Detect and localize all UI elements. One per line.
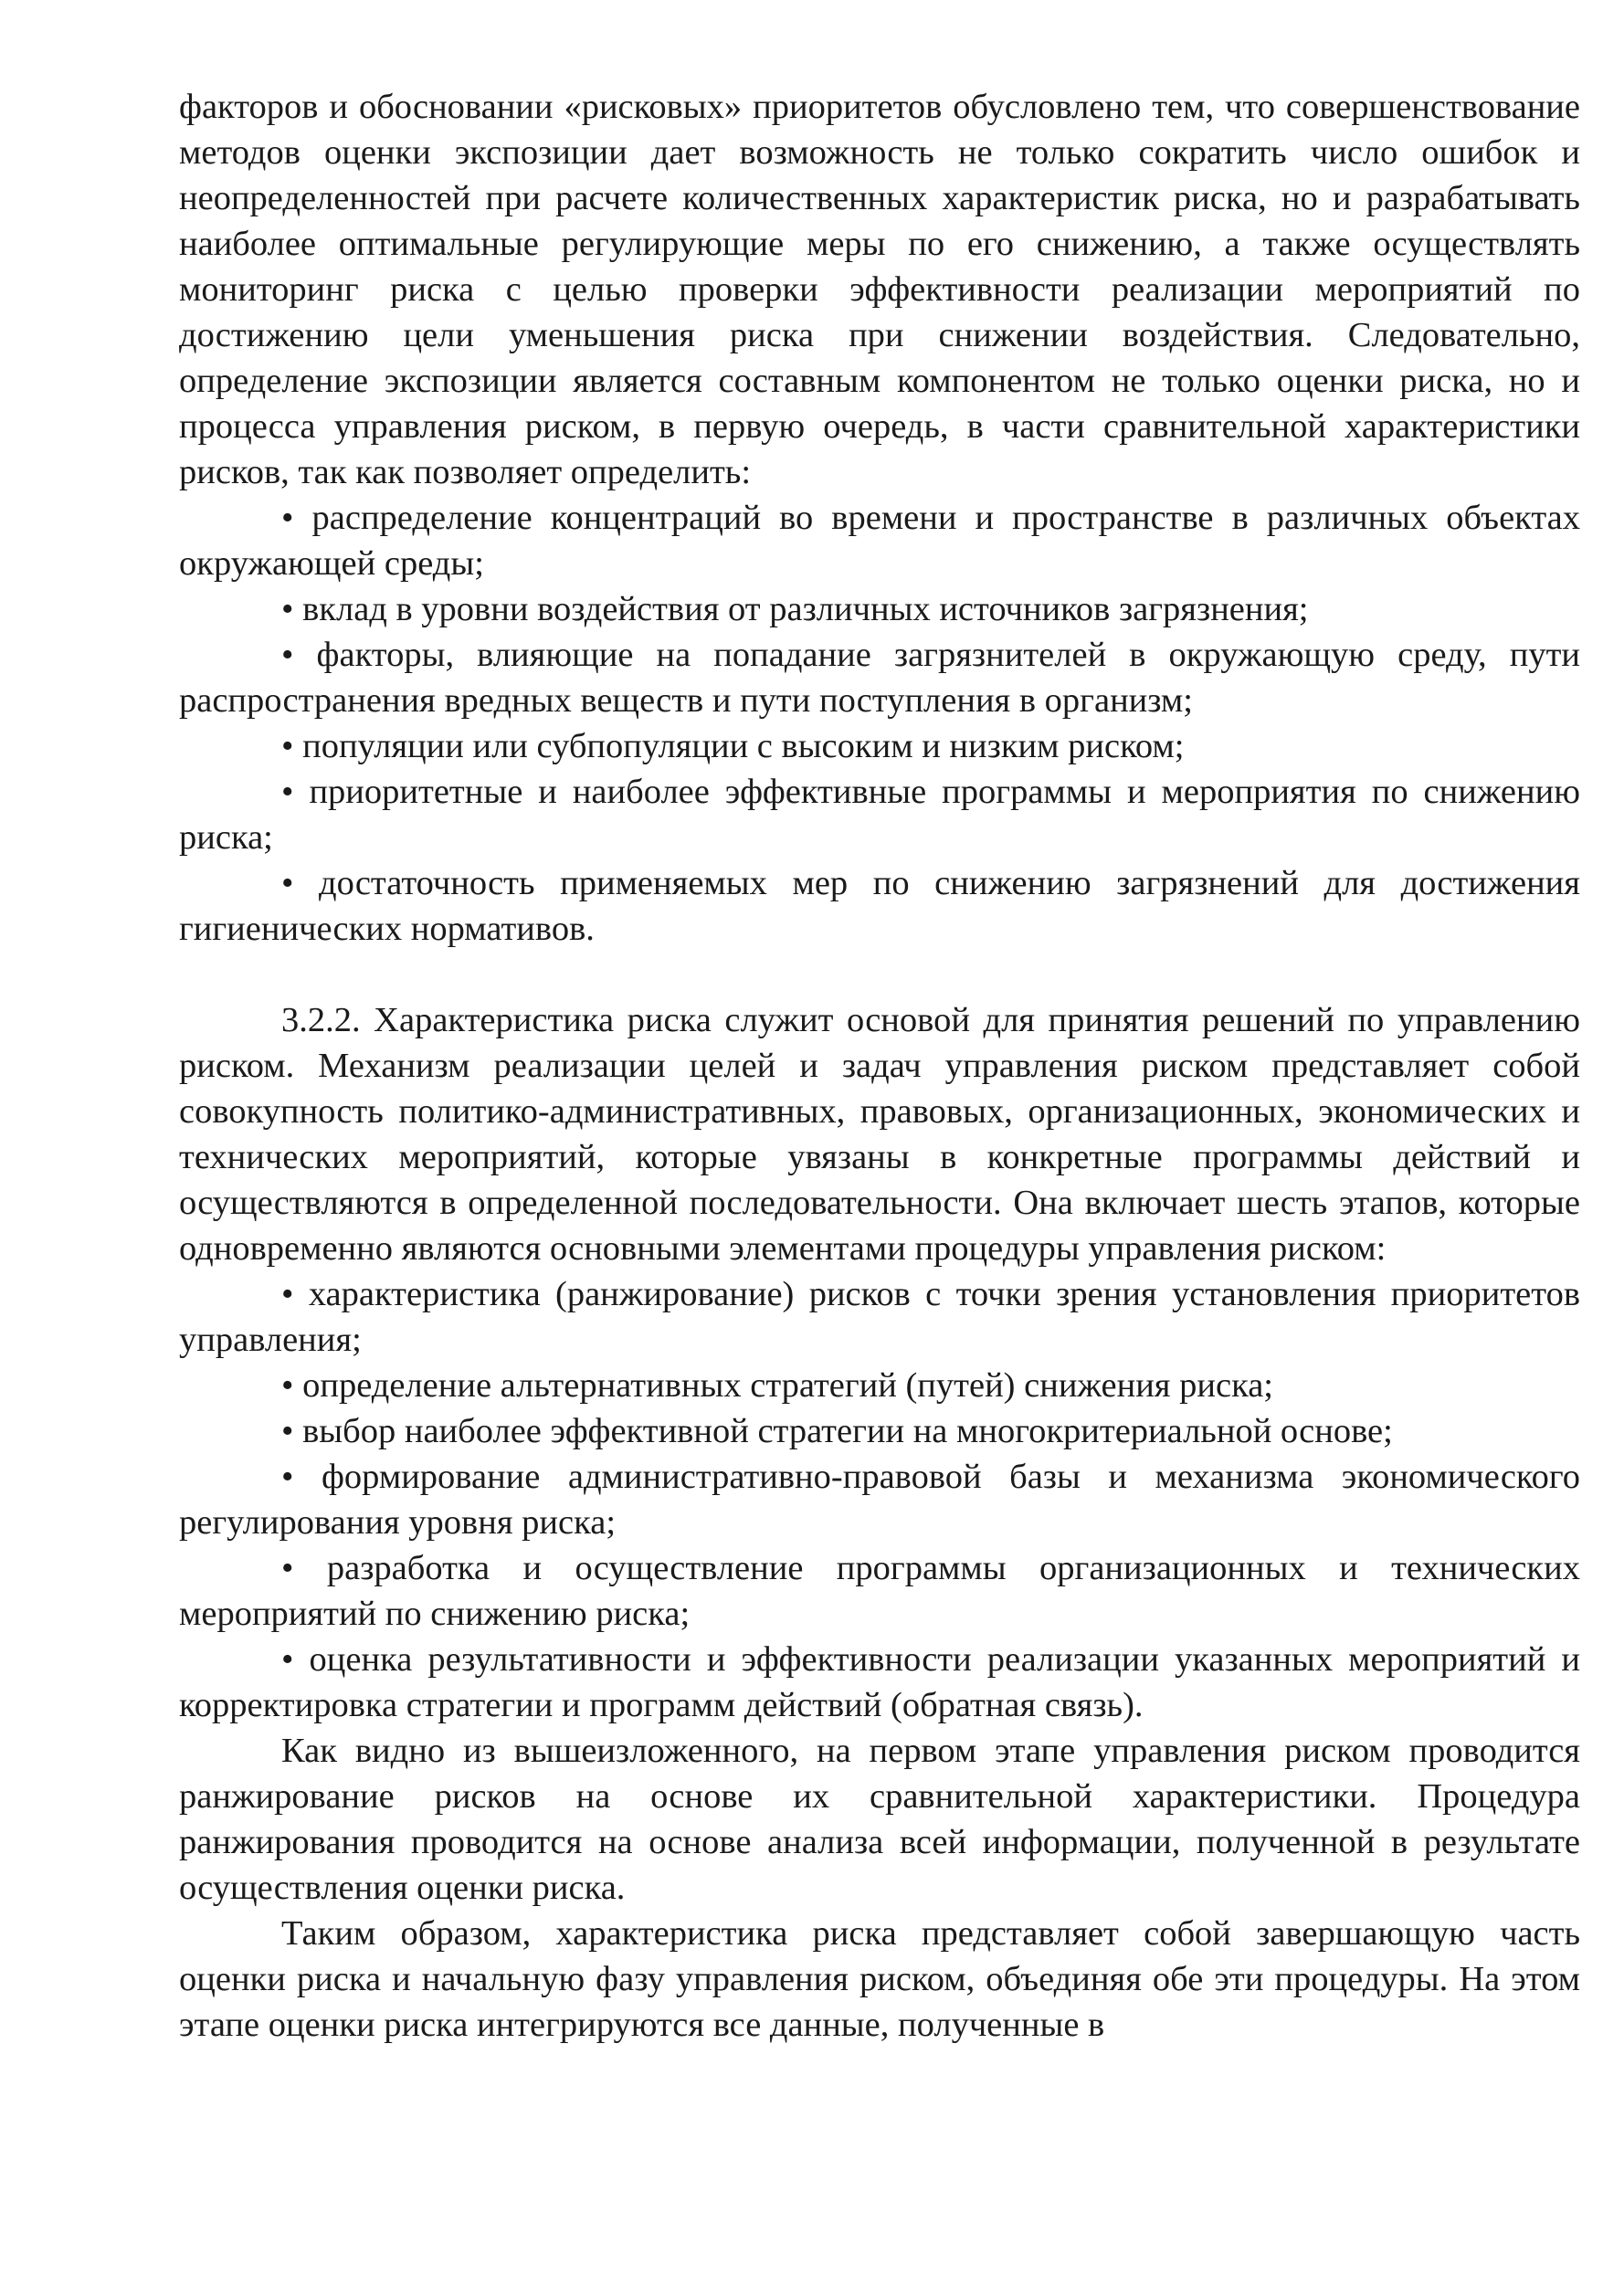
list-item: • формирование административно-правовой базы и механизма экономического регулирования уровня риска;	[179, 1458, 1580, 1542]
list-item: • вклад в уровни воздействия от различных источников загрязнения;	[281, 590, 1309, 628]
section-3-2-2-paragraph: 3.2.2. Характеристика риска служит основой для принятия решений по управлению риском. Механизм реализации целей и задач управления риском представляет собой совокупность политико-административных, правовых, организационных, экономических и технических мероприятий, которые увязаны в конкретные программы действий и осуществляются в определенной последовательности. Она включает шесть этапов, которые одновременно являются основными элементами процедуры управления риском:	[179, 1001, 1580, 1268]
list-item: • популяции или субпопуляции с высоким и низким риском;	[281, 727, 1185, 765]
list-item: • оценка результативности и эффективности реализации указанных мероприятий и корректировка стратегии и программ действий (обратная связь).	[179, 1640, 1580, 1724]
list-item: • приоритетные и наиболее эффективные программы и мероприятия по снижению риска;	[179, 773, 1580, 857]
conclusion-paragraph: Таким образом, характеристика риска представляет собой завершающую часть оценки риска и начальную фазу управления риском, объединяя обе эти процедуры. На этом этапе оценки риска интегрируются все данные, полученные в	[179, 1914, 1580, 2044]
paragraph-spacer	[179, 952, 1580, 997]
list-item: • разработка и осуществление программы организационных и технических мероприятий по снижению риска;	[179, 1549, 1580, 1633]
list-item: • характеристика (ранжирование) рисков с точки зрения установления приоритетов управления;	[179, 1275, 1580, 1359]
ranking-paragraph: Как видно из вышеизложенного, на первом этапе управления риском проводится ранжирование рисков на основе их сравнительной характеристики. Процедура ранжирования проводится на основе анализа всей информации, полученной в результате осуществления оценки риска.	[179, 1732, 1580, 1907]
document-page	[179, 84, 1580, 2048]
intro-paragraph: факторов и обосновании «рисковых» приоритетов обусловлено тем, что совершенствование методов оценки экспозиции дает возможность не только сократить число ошибок и неопределенностей при расчете количественных характеристик риска, но и разрабатывать наиболее оптимальные регулирующие меры по его снижению, а также осуществлять мониторинг риска с целью проверки эффективности реализации мероприятий по достижению цели уменьшения риска при снижении воздействия. Следовательно, определение экспозиции является составным компонентом не только оценки риска, но и процесса управления риском, в первую очередь, в части сравнительной характеристики рисков, так как позволяет определить:	[179, 88, 1580, 491]
list-item: • достаточность применяемых мер по снижению загрязнений для достижения гигиенических нормативов.	[179, 864, 1580, 948]
list-item: • выбор наиболее эффективной стратегии на многокритериальной основе;	[281, 1412, 1393, 1450]
list-item: • факторы, влияющие на попадание загрязнителей в окружающую среду, пути распространения вредных веществ и пути поступления в организм;	[179, 636, 1580, 720]
list-item: • определение альтернативных стратегий (путей) снижения риска;	[281, 1366, 1273, 1405]
list-item: • распределение концентраций во времени и пространстве в различных объектах окружающей среды;	[179, 499, 1580, 583]
